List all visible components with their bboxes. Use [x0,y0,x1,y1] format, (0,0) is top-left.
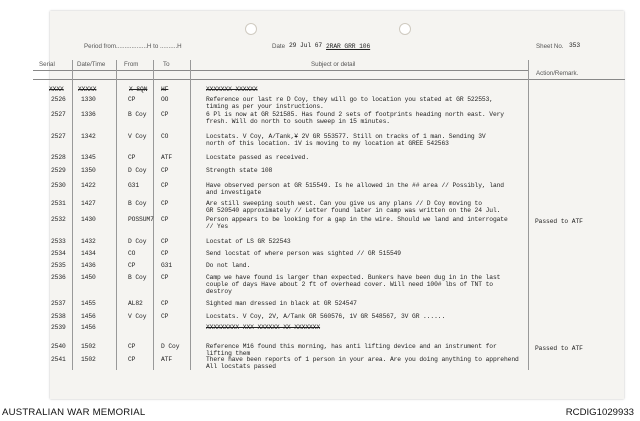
row-serial: 2528 [51,154,66,161]
row-serial: 2538 [51,313,66,320]
col-divider-5 [528,60,529,370]
row-serial: 2534 [51,250,66,257]
row-time: 1432 [81,238,96,245]
row-time: 1436 [81,262,96,269]
row-from: D Coy [128,238,147,245]
row-detail-line: Locstats. V Coy, 2V, A/Tank GR 560576, 1V GR 548567, 3V GR ...... [206,313,446,320]
row-detail-line: Reference our last re D Coy, they will go to location you stated at GR 522553, [206,96,493,103]
row-from: CP [128,262,136,269]
row-from: AL82 [128,300,143,307]
row-detail-line: Locstate passed as received. [206,154,310,161]
row-to: G31 [161,262,173,269]
row-detail-line: north of this location. 1V is moving to my location at GREE 542563 [206,140,449,147]
row-detail-line: destroy [206,288,232,295]
col-subject: Subject or detail [311,61,356,68]
row-serial: 2527 [51,133,66,140]
row-to: ATF [161,356,173,363]
row-time: 1342 [81,133,96,140]
row-detail-line: Person appears to be looking for a gap in the wire. Should we land and interrogate [206,216,508,223]
punch-hole-right [399,23,411,35]
row-time: 1350 [81,167,96,174]
row-to: CP [161,238,169,245]
sheet-number: 353 [569,42,581,49]
row-from: V Coy [128,133,147,140]
row-time: 1456 [81,313,96,320]
row-to: ATF [161,154,173,161]
row-to: CP [161,250,169,257]
row-detail-line: Camp we have found is larger than expected. Bunkers have been dug in in the last [206,274,501,281]
row-to: CP [161,274,169,281]
row-from: CP [128,96,136,103]
row-from: G31 [128,182,140,189]
unit-label: 2RAR GRR 106 [326,43,371,50]
col-divider-3 [153,60,154,370]
row-to: D Coy [161,343,180,350]
row-time: 1330 [81,96,96,103]
row-to: CP [161,300,169,307]
row-from: B Coy [128,200,147,207]
row-time: 1455 [81,300,96,307]
row-serial: 2532 [51,216,66,223]
crossed-subject: XXXXXXX XXXXXX [206,86,258,93]
row-detail-line: timing as per your instructions. [206,103,324,110]
row-from: B Coy [128,274,147,281]
header-rule-bottom [33,79,625,80]
record-id: RCDIG1029933 [565,407,634,418]
row-to: CP [161,111,169,118]
header-rule-top [33,70,528,71]
row-to: CP [161,313,169,320]
row-time: 1450 [81,274,96,281]
date-label: Date [272,43,286,50]
row-detail-line: All locstats passed [206,363,276,370]
row-serial: 2531 [51,200,66,207]
row-action: Passed to ATF [535,345,583,352]
row-serial: 2540 [51,343,66,350]
row-serial: 2526 [51,96,66,103]
row-time: 1502 [81,356,96,363]
row-action: Passed to ATF [535,218,583,225]
row-time: 1422 [81,182,96,189]
row-time: 1427 [81,200,96,207]
row-detail-line: and investigate [206,189,262,196]
row-to: CO [161,133,169,140]
row-from: CP [128,343,136,350]
row-detail-line: lifting them [206,350,251,357]
col-divider-4 [190,60,191,370]
col-serial: Serial [39,61,55,68]
col-divider-1 [72,60,73,370]
col-to: To [163,61,170,68]
crossed-time: XXXXX [78,86,97,93]
col-from: From [124,61,139,68]
row-from: CO [128,250,136,257]
col-action: Action/Remark. [536,70,579,77]
row-serial: 2536 [51,274,66,281]
row-detail-line: Sighted man dressed in black at GR 524547 [206,300,357,307]
row-detail-line: Reference M16 found this morning, has anti lifting device and an instrument for [206,343,497,350]
row-serial: 2539 [51,324,66,331]
row-detail-line: // Yes [206,223,229,230]
row-serial: 2537 [51,300,66,307]
row-serial: 2533 [51,238,66,245]
row-to: CP [161,216,169,223]
row-to: CP [161,167,169,174]
col-datetime: Date/Time [77,61,106,68]
row-time: 1434 [81,250,96,257]
date-value: 29 Jul 67 [289,42,323,49]
row-time: 1345 [81,154,96,161]
row-detail-line: Locstats. V Coy, A/Tank,¥ 2V GR 553577. Still on tracks of 1 man. Sending 3V [206,133,486,140]
crossed-to: HF [161,86,169,93]
source-credit: AUSTRALIAN WAR MEMORIAL [2,407,146,418]
row-detail-line: fresh. Will do north to south sweep in 15 minutes. [206,118,390,125]
row-to: OO [161,96,169,103]
row-from: CP [128,356,136,363]
row-serial: 2535 [51,262,66,269]
row-time: 1430 [81,216,96,223]
row-detail-line: Are still sweeping south west. Can you give us any plans // D Coy moving to [206,200,482,207]
row-from: CP [128,154,136,161]
row-time: 1336 [81,111,96,118]
row-from: B Coy [128,111,147,118]
row-detail-line: Send locstat of where person was sighted // GR 515549 [206,250,401,257]
row-detail-line: XXXXXXXXX XXX XXXXXX XX XXXXXXX [206,324,321,331]
row-to: CP [161,200,169,207]
crossed-serial: XXXX [49,86,64,93]
sheet-label: Sheet No. [536,43,564,50]
row-detail-line: GR 520540 approximately // Letter found later in camp was written on the 24 Jul. [206,207,501,214]
row-detail-line: couple of days Have about 2 ft of overhead cover. Will need 100# lbs of TNT to [206,281,493,288]
row-from: D Coy [128,167,147,174]
row-detail-line: Strength state 108 [206,167,273,174]
row-detail-line: Locstat of LS GR 522543 [206,238,291,245]
row-detail-line: There have been reports of 1 person in your area. Are you doing anything to apprehend [206,356,519,363]
row-detail-line: Do not land. [206,262,251,269]
row-serial: 2530 [51,182,66,189]
col-divider-2 [116,60,117,370]
row-serial: 2527 [51,111,66,118]
row-serial: 2541 [51,356,66,363]
row-from: V Coy [128,313,147,320]
row-detail-line: 6 Pl is now at GR 521585. Has found 2 sets of footprints heading north east. Very [206,111,504,118]
period-label: Period from..................H to ..........H [84,43,182,50]
punch-hole-left [245,23,257,35]
row-serial: 2529 [51,167,66,174]
row-from: POSSUM7 [128,216,154,223]
row-time: 1502 [81,343,96,350]
crossed-from: X SQN [129,86,148,93]
row-to: CP [161,182,169,189]
row-time: 1456 [81,324,96,331]
row-detail-line: Have observed person at GR 515549. Is he allowed in the ## area // Possibly, land [206,182,504,189]
